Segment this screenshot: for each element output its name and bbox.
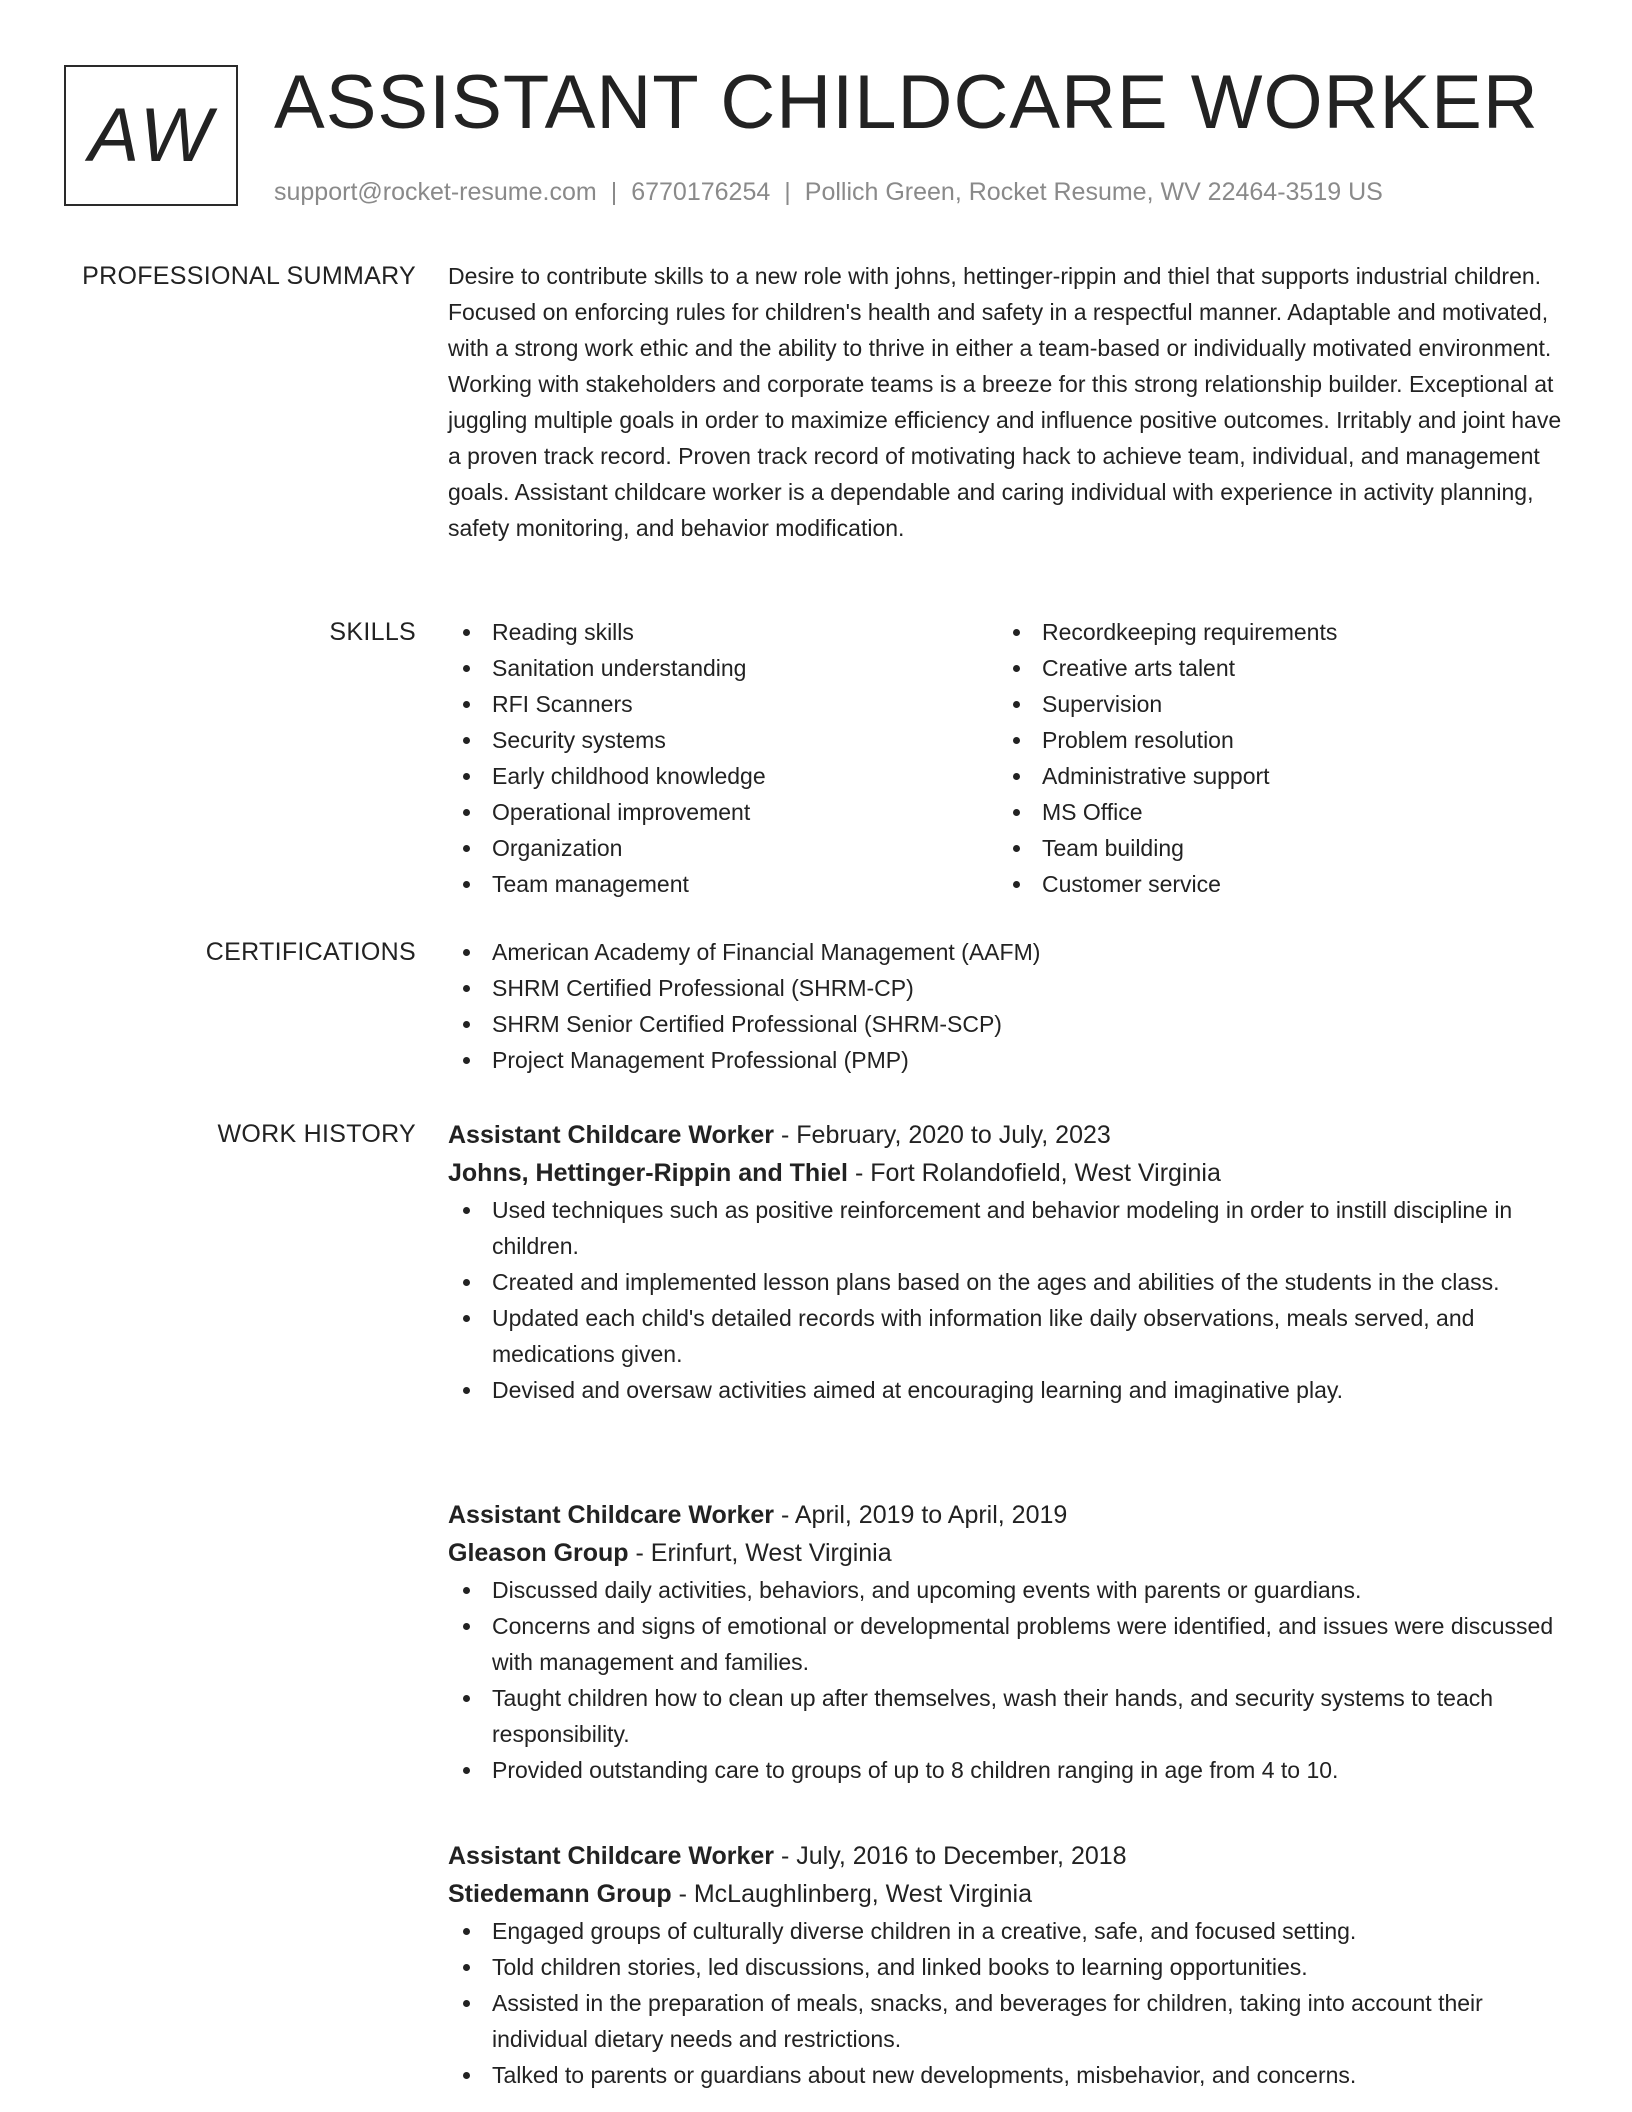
- job-bullets: [448, 1572, 1568, 1788]
- list-item: Project Management Professional (PMP): [448, 1042, 1568, 1078]
- job-title: Assistant Childcare Worker: [448, 1501, 775, 1529]
- job-dates: - April, 2019 to April, 2019: [774, 1501, 1068, 1529]
- job-title-line: [448, 1496, 1568, 1534]
- list-item: Supervision: [998, 686, 1548, 722]
- list-item: Created and implemented lesson plans based on the ages and abilities of the students in the class.: [448, 1264, 1568, 1300]
- skills-column-left: [448, 614, 998, 902]
- section-label-certifications: CERTIFICATIONS: [205, 938, 416, 966]
- list-item: Provided outstanding care to groups of up to 8 children ranging in age from 4 to 10.: [448, 1752, 1568, 1788]
- job-company-line: [448, 1534, 1568, 1572]
- job-location: - Erinfurt, West Virginia: [628, 1539, 892, 1567]
- section-label-work: WORK HISTORY: [217, 1120, 416, 1148]
- job-title: Assistant Childcare Worker: [448, 1842, 775, 1870]
- list-item: Told children stories, led discussions, and linked books to learning opportunities.: [448, 1949, 1568, 1985]
- certifications-body: [448, 934, 1568, 1078]
- page-title: ASSISTANT CHILDCARE WORKER: [274, 60, 1539, 145]
- job-body: [448, 1496, 1568, 1788]
- job-company-line: [448, 1154, 1568, 1192]
- contact-address: Pollich Green, Rocket Resume, WV 22464-3519 US: [804, 178, 1383, 206]
- list-item: RFI Scanners: [448, 686, 998, 722]
- job-dates: - February, 2020 to July, 2023: [774, 1121, 1111, 1149]
- list-item: Team management: [448, 866, 998, 902]
- list-item: Customer service: [998, 866, 1548, 902]
- section-label-summary: PROFESSIONAL SUMMARY: [82, 262, 416, 290]
- job-dates: - July, 2016 to December, 2018: [774, 1842, 1127, 1870]
- list-item: Creative arts talent: [998, 650, 1548, 686]
- list-item: Discussed daily activities, behaviors, and upcoming events with parents or guardians.: [448, 1572, 1568, 1608]
- list-item: Early childhood knowledge: [448, 758, 998, 794]
- job-company: Stiedemann Group: [448, 1880, 672, 1908]
- list-item: Organization: [448, 830, 998, 866]
- contact-separator: |: [610, 178, 618, 206]
- list-item: SHRM Certified Professional (SHRM-CP): [448, 970, 1568, 1006]
- list-item: Assisted in the preparation of meals, snacks, and beverages for children, taking into account their individual dietary needs and restrictions.: [448, 1985, 1568, 2057]
- list-item: MS Office: [998, 794, 1548, 830]
- job-location: - McLaughlinberg, West Virginia: [671, 1880, 1033, 1908]
- job-bullets: [448, 1913, 1568, 2093]
- job-title-line: [448, 1837, 1568, 1875]
- list-item: Problem resolution: [998, 722, 1548, 758]
- list-item: Reading skills: [448, 614, 998, 650]
- list-item: Used techniques such as positive reinforcement and behavior modeling in order to instill discipline in children.: [448, 1192, 1568, 1264]
- contact-line: [274, 174, 1383, 210]
- section-label-skills: SKILLS: [329, 618, 416, 646]
- list-item: Concerns and signs of emotional or developmental problems were identified, and issues were discussed with management and families.: [448, 1608, 1568, 1680]
- list-item: Team building: [998, 830, 1548, 866]
- summary-body: [448, 258, 1568, 546]
- list-item: SHRM Senior Certified Professional (SHRM-SCP): [448, 1006, 1568, 1042]
- monogram: AW: [64, 65, 238, 206]
- list-item: Taught children how to clean up after themselves, wash their hands, and security systems to teach responsibility.: [448, 1680, 1568, 1752]
- skills-body: [448, 614, 1568, 902]
- job-bullets: [448, 1192, 1568, 1408]
- skills-column-right: [998, 614, 1548, 902]
- skills-grid: [448, 614, 1568, 902]
- contact-email[interactable]: support@rocket-resume.com: [274, 178, 597, 206]
- list-item: Administrative support: [998, 758, 1548, 794]
- job-location: - Fort Rolandofield, West Virginia: [848, 1159, 1221, 1187]
- job-title-line: [448, 1116, 1568, 1154]
- job-body: [448, 1116, 1568, 1408]
- list-item: Sanitation understanding: [448, 650, 998, 686]
- list-item: Devised and oversaw activities aimed at encouraging learning and imaginative play.: [448, 1372, 1568, 1408]
- job-title: Assistant Childcare Worker: [448, 1121, 775, 1149]
- job-company-line: [448, 1875, 1568, 1913]
- job-company: Gleason Group: [448, 1539, 629, 1567]
- contact-phone[interactable]: 6770176254: [631, 178, 771, 206]
- certifications-list: [448, 934, 1568, 1078]
- summary-text: Desire to contribute skills to a new role with johns, hettinger-rippin and thiel that supports industrial children. Focused on enforcing rules for children's health and safety in a respectful manner. Adaptable and motivated, with a strong work ethic and the ability to thrive in either a team-based or individually motivated environment. Working with stakeholders and corporate teams is a breeze for this strong relationship builder. Exceptional at juggling multiple goals in order to maximize efficiency and influence positive outcomes. Irritably and joint have a proven track record. Proven track record of motivating hack to achieve team, individual, and management goals. Assistant childcare worker is a dependable and caring individual with experience in activity planning, safety monitoring, and behavior modification.: [448, 263, 1562, 541]
- list-item: Security systems: [448, 722, 998, 758]
- list-item: Engaged groups of culturally diverse children in a creative, safe, and focused setting.: [448, 1913, 1568, 1949]
- contact-separator: |: [784, 178, 791, 206]
- job-body: [448, 1837, 1568, 2093]
- list-item: Operational improvement: [448, 794, 998, 830]
- list-item: American Academy of Financial Management (AAFM): [448, 934, 1568, 970]
- list-item: Updated each child's detailed records with information like daily observations, meals served, and medications given.: [448, 1300, 1568, 1372]
- list-item: Talked to parents or guardians about new developments, misbehavior, and concerns.: [448, 2057, 1568, 2093]
- list-item: Recordkeeping requirements: [998, 614, 1548, 650]
- job-company: Johns, Hettinger-Rippin and Thiel: [448, 1159, 848, 1187]
